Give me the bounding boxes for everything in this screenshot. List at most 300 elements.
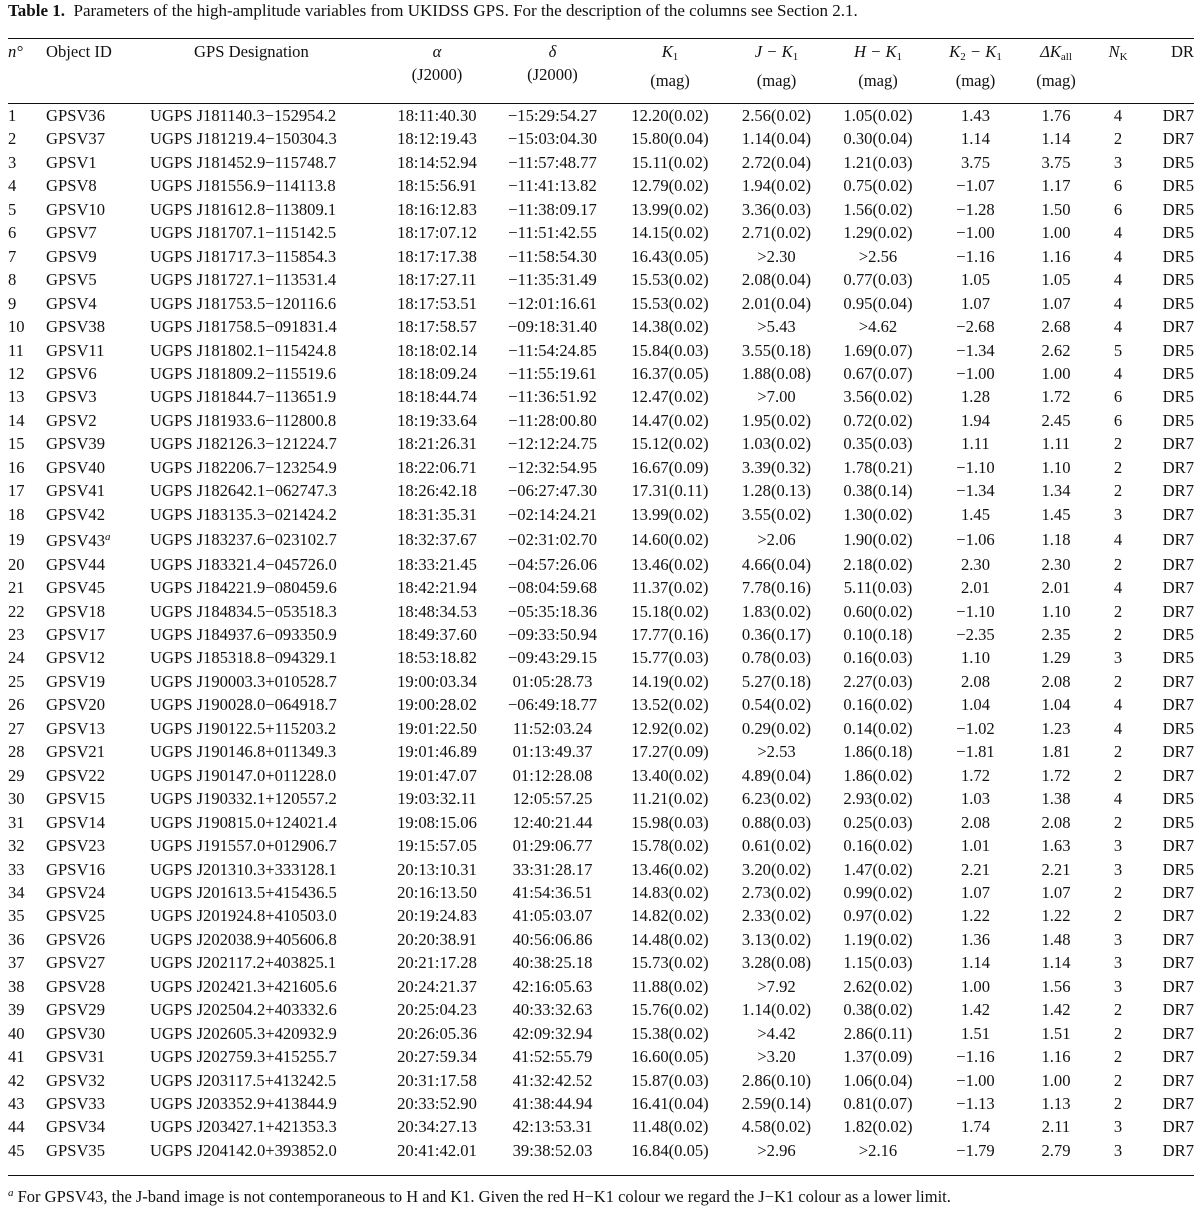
cell-nk-count: 4 — [1113, 578, 1123, 598]
cell-delta-k-all: 2.79 — [1041, 1140, 1071, 1160]
cell-k1-mag: 15.12(0.02) — [631, 434, 709, 454]
cell-delta-k-all: 1.10 — [1041, 601, 1071, 621]
cell-h-k1-colour: 0.81(0.07) — [843, 1094, 913, 1114]
cell-data-release: DR7 — [1162, 1047, 1194, 1067]
cell-j-k1-colour: >4.42 — [757, 1023, 796, 1043]
cell-nk-count: 2 — [1113, 434, 1123, 454]
cell-j-k1-colour: 0.36(0.17) — [741, 624, 812, 644]
cell-object-id: GPSV37 — [46, 129, 106, 149]
cell-data-release: DR7 — [1162, 929, 1194, 949]
cell-j-k1-colour: 2.33(0.02) — [741, 906, 812, 926]
cell-k1-mag: 12.79(0.02) — [631, 176, 709, 196]
table-row — [8, 904, 1194, 927]
cell-k2-k1-diff: 2.08 — [960, 671, 991, 691]
cell-row-number: 26 — [8, 695, 25, 715]
cell-data-release: DR7 — [1162, 836, 1194, 856]
table-row — [8, 479, 1194, 502]
cell-j-k1-colour: >3.20 — [757, 1047, 796, 1067]
cell-h-k1-colour: 0.99(0.02) — [843, 882, 913, 902]
cell-ra: 20:27:59.34 — [397, 1047, 477, 1067]
cell-j-k1-colour: 4.89(0.04) — [741, 765, 812, 785]
table-row — [8, 951, 1194, 974]
cell-nk-count: 3 — [1113, 1117, 1123, 1137]
cell-gps-designation: UGPS J182642.1−062747.3 — [150, 481, 337, 501]
cell-gps-designation: UGPS J181802.1−115424.8 — [150, 340, 337, 360]
cell-nk-count: 4 — [1113, 789, 1123, 809]
cell-nk-count: 2 — [1113, 1047, 1123, 1067]
cell-row-number: 45 — [8, 1140, 25, 1160]
cell-ra: 18:17:58.57 — [397, 317, 477, 337]
cell-gps-designation: UGPS J181727.1−113531.4 — [150, 270, 337, 290]
cell-nk-count: 2 — [1113, 1023, 1123, 1043]
cell-ra: 18:15:56.91 — [397, 176, 477, 196]
cell-delta-k-all: 1.23 — [1041, 718, 1071, 738]
cell-h-k1-colour: 1.82(0.02) — [843, 1117, 913, 1137]
cell-row-number: 23 — [8, 624, 25, 644]
cell-data-release: DR5 — [1162, 363, 1194, 383]
cell-gps-designation: UGPS J182126.3−121224.7 — [150, 434, 337, 454]
cell-ra: 20:24:21.37 — [397, 976, 477, 996]
cell-gps-designation: UGPS J182206.7−123254.9 — [150, 457, 337, 477]
cell-k2-k1-diff: 1.14 — [960, 953, 991, 973]
cell-delta-k-all: 1.29 — [1041, 648, 1071, 668]
cell-data-release: DR7 — [1162, 481, 1194, 501]
cell-row-number: 40 — [8, 1023, 25, 1043]
cell-h-k1-colour: 1.56(0.02) — [843, 199, 913, 219]
cell-h-k1-colour: 1.21(0.03) — [843, 152, 913, 172]
cell-k2-k1-diff: 2.21 — [960, 859, 991, 879]
footnote-mark: a — [8, 1187, 14, 1199]
cell-gps-designation: UGPS J190028.0−064918.7 — [150, 695, 337, 715]
cell-dec: 40:56:06.86 — [512, 929, 593, 949]
cell-ra: 18:17:53.51 — [397, 293, 477, 313]
cell-gps-designation: UGPS J190815.0+124021.4 — [150, 812, 337, 832]
cell-h-k1-colour: 0.72(0.02) — [843, 410, 913, 430]
cell-ra: 18:17:17.38 — [397, 246, 477, 266]
cell-k2-k1-diff: −1.10 — [956, 457, 995, 477]
cell-k2-k1-diff: −1.00 — [956, 1070, 995, 1090]
cell-j-k1-colour: 7.78(0.16) — [741, 578, 812, 598]
cell-dec: 39:38:52.03 — [512, 1140, 593, 1160]
cell-nk-count: 4 — [1113, 293, 1123, 313]
cell-k2-k1-diff: −1.34 — [956, 481, 995, 501]
cell-delta-k-all: 2.01 — [1041, 578, 1071, 598]
cell-row-number: 4 — [8, 176, 17, 196]
cell-data-release: DR5 — [1162, 199, 1194, 219]
cell-j-k1-colour: 0.61(0.02) — [741, 836, 812, 856]
cell-nk-count: 4 — [1113, 270, 1123, 290]
table-row — [8, 339, 1194, 362]
cell-delta-k-all: 1.11 — [1041, 434, 1071, 454]
cell-dec: 01:29:06.77 — [512, 836, 593, 856]
cell-object-id: GPSV24 — [46, 882, 106, 902]
cell-h-k1-colour: 0.16(0.02) — [843, 836, 913, 856]
cell-k2-k1-diff: 1.04 — [960, 695, 991, 715]
cell-k2-k1-diff: −1.02 — [956, 718, 995, 738]
cell-k1-mag: 12.92(0.02) — [631, 718, 709, 738]
cell-ra: 19:01:22.50 — [397, 718, 477, 738]
cell-row-number: 42 — [8, 1070, 25, 1090]
cell-nk-count: 2 — [1113, 457, 1123, 477]
cell-row-number: 2 — [8, 129, 17, 149]
cell-ra: 18:26:42.18 — [397, 481, 477, 501]
cell-ra: 18:18:44.74 — [397, 387, 477, 407]
cell-h-k1-colour: 0.77(0.03) — [843, 270, 913, 290]
table-row — [8, 174, 1194, 197]
cell-gps-designation: UGPS J181219.4−150304.3 — [150, 129, 337, 149]
cell-object-id: GPSV36 — [46, 106, 106, 125]
cell-h-k1-colour: 1.06(0.04) — [843, 1070, 913, 1090]
cell-gps-designation: UGPS J190003.3+010528.7 — [150, 671, 337, 691]
cell-object-id: GPSV32 — [46, 1070, 106, 1090]
cell-row-number: 33 — [8, 859, 25, 879]
cell-dec: 41:05:03.07 — [512, 906, 593, 926]
cell-nk-count: 4 — [1113, 223, 1123, 243]
cell-dec: 01:13:49.37 — [512, 742, 593, 762]
cell-nk-count: 2 — [1113, 742, 1123, 762]
cell-data-release: DR5 — [1162, 387, 1194, 407]
cell-j-k1-colour: 2.01(0.04) — [741, 293, 812, 313]
cell-row-number: 34 — [8, 882, 25, 902]
cell-k1-mag: 15.98(0.03) — [631, 812, 709, 832]
cell-k1-mag: 17.27(0.09) — [631, 742, 709, 762]
cell-k2-k1-diff: 1.01 — [960, 836, 991, 856]
bottom-rule — [8, 1175, 1194, 1176]
cell-data-release: DR7 — [1162, 457, 1194, 477]
cell-data-release: DR5 — [1162, 624, 1194, 644]
cell-ra: 18:14:52.94 — [397, 152, 477, 172]
cell-h-k1-colour: 1.05(0.02) — [843, 106, 913, 125]
cell-row-number: 20 — [8, 554, 25, 574]
cell-dec: −11:35:31.49 — [508, 270, 597, 290]
cell-row-number: 41 — [8, 1047, 25, 1067]
cell-delta-k-all: 1.13 — [1041, 1094, 1071, 1114]
cell-row-number: 7 — [8, 246, 17, 266]
cell-delta-k-all: 2.68 — [1041, 317, 1071, 337]
cell-nk-count: 2 — [1113, 671, 1123, 691]
cell-gps-designation: UGPS J203352.9+413844.9 — [150, 1094, 337, 1114]
cell-h-k1-colour: 0.16(0.03) — [843, 648, 913, 668]
table-row — [8, 503, 1194, 526]
cell-k1-mag: 12.20(0.02) — [631, 106, 709, 125]
cell-h-k1-colour: 3.56(0.02) — [843, 387, 913, 407]
cell-dec: 40:38:25.18 — [512, 953, 593, 973]
cell-delta-k-all: 1.04 — [1041, 695, 1071, 715]
table-row — [8, 362, 1194, 385]
cell-object-id: GPSV26 — [46, 929, 106, 949]
cell-k1-mag: 15.53(0.02) — [631, 293, 709, 313]
cell-h-k1-colour: 0.75(0.02) — [843, 176, 913, 196]
cell-k1-mag: 14.47(0.02) — [631, 410, 709, 430]
cell-h-k1-colour: 2.18(0.02) — [843, 554, 913, 574]
cell-k1-mag: 14.83(0.02) — [631, 882, 709, 902]
cell-object-id: GPSV41 — [46, 481, 106, 501]
cell-data-release: DR7 — [1162, 953, 1194, 973]
cell-data-release: DR5 — [1162, 176, 1194, 196]
cell-object-id: GPSV9 — [46, 246, 97, 266]
cell-nk-count: 4 — [1113, 695, 1123, 715]
cell-delta-k-all: 1.05 — [1041, 270, 1071, 290]
cell-h-k1-colour: 1.86(0.18) — [843, 742, 913, 762]
cell-k2-k1-diff: −1.00 — [956, 223, 995, 243]
table-row — [8, 576, 1194, 599]
cell-j-k1-colour: 3.36(0.03) — [741, 199, 812, 219]
table-row — [8, 1092, 1194, 1115]
cell-data-release: DR7 — [1162, 671, 1194, 691]
cell-dec: −08:04:59.68 — [507, 578, 598, 598]
cell-delta-k-all: 1.72 — [1041, 765, 1071, 785]
cell-j-k1-colour: 2.86(0.10) — [741, 1070, 812, 1090]
cell-k1-mag: 11.37(0.02) — [631, 578, 709, 598]
cell-row-number: 12 — [8, 363, 25, 383]
col-header-delta: δ (J2000) — [527, 42, 578, 84]
cell-row-number: 9 — [8, 293, 17, 313]
cell-k2-k1-diff: 3.75 — [960, 152, 991, 172]
cell-j-k1-colour: >7.92 — [757, 976, 796, 996]
cell-h-k1-colour: 0.10(0.18) — [843, 624, 913, 644]
cell-gps-designation: UGPS J201310.3+333128.1 — [150, 859, 337, 879]
cell-j-k1-colour: 1.83(0.02) — [741, 601, 812, 621]
cell-j-k1-colour: 2.56(0.02) — [741, 106, 812, 125]
cell-ra: 18:19:33.64 — [397, 410, 477, 430]
table-row — [8, 432, 1194, 455]
cell-nk-count: 3 — [1113, 953, 1123, 973]
cell-gps-designation: UGPS J181809.2−115519.6 — [150, 363, 337, 383]
cell-delta-k-all: 1.34 — [1041, 481, 1071, 501]
caption-text: Parameters of the high-amplitude variables from UKIDSS GPS. For the description of the columns see Section 2.1. — [73, 1, 858, 20]
table-row — [8, 834, 1194, 857]
cell-dec: −15:29:54.27 — [507, 106, 598, 125]
cell-delta-k-all: 2.35 — [1041, 624, 1071, 644]
cell-delta-k-all: 2.30 — [1041, 554, 1071, 574]
cell-row-number: 16 — [8, 457, 25, 477]
cell-object-id: GPSV11 — [46, 340, 105, 360]
table-row — [8, 409, 1194, 432]
cell-gps-designation: UGPS J183237.6−023102.7 — [150, 529, 337, 549]
cell-dec: 42:16:05.63 — [512, 976, 593, 996]
cell-h-k1-colour: 0.38(0.14) — [843, 481, 913, 501]
cell-gps-designation: UGPS J181612.8−113809.1 — [150, 199, 337, 219]
cell-k1-mag: 15.38(0.02) — [631, 1023, 709, 1043]
cell-row-number: 10 — [8, 317, 25, 337]
col-header-alpha: α (J2000) — [411, 42, 463, 84]
cell-k2-k1-diff: 1.00 — [960, 976, 991, 996]
cell-delta-k-all: 2.21 — [1041, 859, 1071, 879]
col-header-h-k1: $H - K_1$ (mag) — [853, 42, 903, 90]
cell-h-k1-colour: 1.78(0.21) — [843, 457, 913, 477]
cell-ra: 20:41:42.01 — [397, 1140, 477, 1160]
cell-nk-count: 2 — [1113, 624, 1123, 644]
cell-nk-count: 4 — [1113, 246, 1123, 266]
cell-delta-k-all: 3.75 — [1041, 152, 1071, 172]
cell-j-k1-colour: 2.71(0.02) — [741, 223, 812, 243]
cell-ra: 20:34:27.13 — [397, 1117, 477, 1137]
cell-delta-k-all: 1.16 — [1041, 1047, 1071, 1067]
cell-gps-designation: UGPS J184221.9−080459.6 — [150, 578, 337, 598]
cell-object-id: GPSV30 — [46, 1023, 106, 1043]
cell-ra: 19:03:32.11 — [397, 789, 477, 809]
cell-delta-k-all: 1.00 — [1041, 1070, 1071, 1090]
cell-delta-k-all: 2.62 — [1041, 340, 1071, 360]
cell-delta-k-all: 1.51 — [1041, 1023, 1071, 1043]
cell-k1-mag: 14.15(0.02) — [631, 223, 709, 243]
cell-object-id: GPSV6 — [46, 363, 97, 383]
cell-row-number: 31 — [8, 812, 25, 832]
cell-gps-designation: UGPS J202421.3+421605.6 — [150, 976, 337, 996]
cell-delta-k-all: 1.50 — [1041, 199, 1071, 219]
table-row — [8, 693, 1194, 716]
cell-j-k1-colour: 1.14(0.02) — [741, 1000, 812, 1020]
cell-j-k1-colour: 3.55(0.02) — [741, 504, 812, 524]
cell-nk-count: 5 — [1113, 340, 1123, 360]
table-caption — [8, 0, 1192, 22]
cell-k1-mag: 16.60(0.05) — [631, 1047, 709, 1067]
top-rule — [8, 38, 1194, 39]
cell-nk-count: 4 — [1113, 106, 1123, 125]
cell-gps-designation: UGPS J181707.1−115142.5 — [150, 223, 337, 243]
cell-delta-k-all: 1.07 — [1041, 293, 1071, 313]
cell-row-number: 3 — [8, 152, 17, 172]
cell-row-number: 17 — [8, 481, 25, 501]
cell-dec: −12:12:24.75 — [507, 434, 598, 454]
table-footnote — [8, 1183, 1192, 1207]
variables-table — [8, 40, 1194, 1162]
cell-j-k1-colour: 0.78(0.03) — [741, 648, 812, 668]
cell-data-release: DR7 — [1162, 906, 1194, 926]
cell-nk-count: 2 — [1113, 129, 1123, 149]
cell-delta-k-all: 2.08 — [1041, 812, 1071, 832]
cell-data-release: DR5 — [1162, 648, 1194, 668]
cell-dec: −11:57:48.77 — [508, 152, 597, 172]
col-header-delta-k-all: $\Delta K_{all}$ (mag) — [1036, 42, 1076, 90]
cell-object-id: GPSV23 — [46, 836, 106, 856]
cell-dec: −09:18:31.40 — [507, 317, 598, 337]
cell-data-release: DR7 — [1162, 1070, 1194, 1090]
table-row — [8, 998, 1194, 1021]
cell-nk-count: 2 — [1113, 882, 1123, 902]
cell-h-k1-colour: 0.16(0.02) — [843, 695, 913, 715]
cell-nk-count: 2 — [1113, 1094, 1123, 1114]
cell-object-id: GPSV20 — [46, 695, 106, 715]
cell-row-number: 24 — [8, 648, 25, 668]
cell-j-k1-colour: 1.03(0.02) — [741, 434, 812, 454]
cell-dec: 41:54:36.51 — [512, 882, 593, 902]
cell-k1-mag: 16.37(0.05) — [631, 363, 709, 383]
cell-data-release: DR7 — [1162, 504, 1194, 524]
cell-data-release: DR7 — [1162, 1023, 1194, 1043]
cell-k1-mag: 15.18(0.02) — [631, 601, 709, 621]
cell-object-id: GPSV40 — [46, 457, 106, 477]
cell-gps-designation: UGPS J190146.8+011349.3 — [150, 742, 337, 762]
cell-object-id: GPSV25 — [46, 906, 106, 926]
cell-h-k1-colour: 0.95(0.04) — [843, 293, 913, 313]
cell-k2-k1-diff: 1.51 — [960, 1023, 991, 1043]
cell-ra: 18:21:26.31 — [397, 434, 477, 454]
cell-data-release: DR7 — [1162, 976, 1194, 996]
cell-k2-k1-diff: −1.16 — [956, 246, 995, 266]
table-row — [8, 717, 1194, 740]
cell-h-k1-colour: 1.15(0.03) — [843, 953, 913, 973]
cell-object-id: GPSV19 — [46, 671, 106, 691]
cell-k1-mag: 15.76(0.02) — [631, 1000, 709, 1020]
cell-ra: 18:53:18.82 — [397, 648, 477, 668]
cell-object-id: GPSV14 — [46, 812, 106, 832]
cell-gps-designation: UGPS J190147.0+011228.0 — [150, 765, 337, 785]
cell-gps-designation: UGPS J190332.1+120557.2 — [150, 789, 337, 809]
table-row — [8, 292, 1194, 315]
cell-k1-mag: 13.40(0.02) — [631, 765, 709, 785]
cell-h-k1-colour: 5.11(0.03) — [843, 578, 913, 598]
cell-data-release: DR7 — [1162, 1094, 1194, 1114]
cell-object-id: GPSV2 — [46, 410, 97, 430]
cell-row-number: 43 — [8, 1094, 25, 1114]
cell-k1-mag: 13.46(0.02) — [631, 554, 709, 574]
cell-k2-k1-diff: 1.36 — [960, 929, 991, 949]
cell-k1-mag: 15.84(0.03) — [631, 340, 709, 360]
cell-dec: 01:05:28.73 — [512, 671, 593, 691]
cell-ra: 19:08:15.06 — [397, 812, 477, 832]
cell-ra: 18:22:06.71 — [397, 457, 477, 477]
cell-k2-k1-diff: 1.43 — [960, 106, 991, 125]
cell-dec: −12:01:16.61 — [507, 293, 598, 313]
cell-data-release: DR7 — [1162, 434, 1194, 454]
cell-row-number: 11 — [8, 340, 24, 360]
table-row — [8, 104, 1194, 127]
cell-nk-count: 3 — [1113, 152, 1123, 172]
cell-ra: 18:18:02.14 — [397, 340, 477, 360]
cell-object-id: GPSV42 — [46, 504, 106, 524]
cell-k2-k1-diff: −1.10 — [956, 601, 995, 621]
cell-k1-mag: 15.53(0.02) — [631, 270, 709, 290]
cell-ra: 18:31:35.31 — [397, 504, 477, 524]
cell-j-k1-colour: 3.28(0.08) — [741, 953, 812, 973]
cell-nk-count: 4 — [1113, 718, 1123, 738]
cell-j-k1-colour: 1.88(0.08) — [741, 363, 812, 383]
col-header-dr: DR — [1170, 42, 1194, 61]
cell-dec: −11:28:00.80 — [508, 410, 597, 430]
cell-dec: −02:14:24.21 — [507, 504, 598, 524]
cell-k1-mag: 14.60(0.02) — [631, 529, 709, 549]
cell-k2-k1-diff: −1.06 — [956, 529, 995, 549]
cell-k2-k1-diff: 1.11 — [961, 434, 990, 454]
cell-object-id: GPSV33 — [46, 1094, 106, 1114]
cell-data-release: DR5 — [1162, 223, 1194, 243]
cell-dec: 41:38:44.94 — [512, 1094, 593, 1114]
cell-object-id: GPSV29 — [46, 1000, 106, 1020]
cell-row-number: 6 — [8, 223, 17, 243]
cell-nk-count: 2 — [1113, 601, 1123, 621]
cell-dec: 12:05:57.25 — [512, 789, 593, 809]
cell-row-number: 39 — [8, 1000, 25, 1020]
cell-row-number: 15 — [8, 434, 25, 454]
cell-k2-k1-diff: −2.35 — [956, 624, 995, 644]
cell-dec: 41:32:42.52 — [512, 1070, 593, 1090]
cell-gps-designation: UGPS J184937.6−093350.9 — [150, 624, 337, 644]
cell-k1-mag: 15.78(0.02) — [631, 836, 709, 856]
cell-dec: 01:12:28.08 — [512, 765, 593, 785]
cell-dec: −11:54:24.85 — [508, 340, 597, 360]
cell-k1-mag: 13.99(0.02) — [631, 504, 709, 524]
cell-gps-designation: UGPS J181140.3−152954.2 — [150, 106, 337, 125]
cell-k1-mag: 15.11(0.02) — [631, 152, 709, 172]
cell-j-k1-colour: 3.39(0.32) — [741, 457, 812, 477]
cell-object-id: GPSV13 — [46, 718, 106, 738]
table-row — [8, 1022, 1194, 1045]
cell-k1-mag: 11.88(0.02) — [631, 976, 709, 996]
table-row — [8, 670, 1194, 693]
cell-ra: 18:17:07.12 — [397, 223, 477, 243]
cell-j-k1-colour: 0.29(0.02) — [741, 718, 812, 738]
